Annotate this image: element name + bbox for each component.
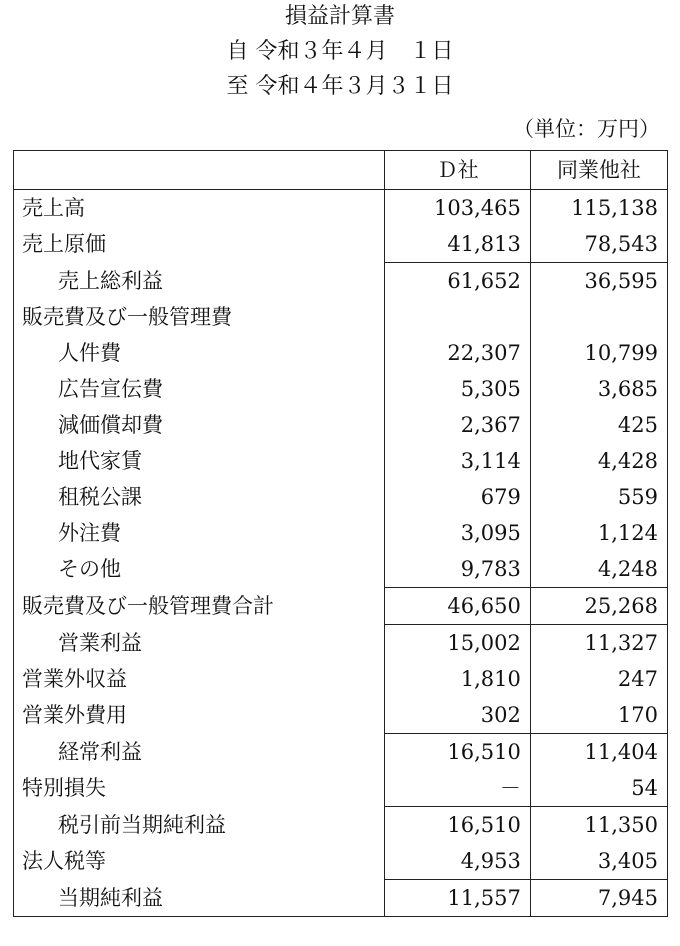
row-value-d: 2,367 xyxy=(385,407,531,443)
row-label: 減価償却費 xyxy=(14,407,385,443)
row-value-other: 170 xyxy=(530,697,667,734)
table-row xyxy=(14,371,668,407)
row-label: 人件費 xyxy=(14,335,385,371)
row-value-d: 1,810 xyxy=(385,661,531,697)
table-row xyxy=(14,807,668,844)
table-row xyxy=(14,588,668,625)
row-value-d xyxy=(385,299,531,335)
row-value-other: 10,799 xyxy=(530,335,667,371)
row-label: 特別損失 xyxy=(14,770,385,807)
page-title: 損益計算書 xyxy=(284,4,395,29)
table-row xyxy=(14,443,668,479)
row-value-d: 41,813 xyxy=(385,226,531,263)
row-value-other: 115,138 xyxy=(530,190,667,227)
table-row xyxy=(14,551,668,588)
table-row xyxy=(14,299,668,335)
row-label: 外注費 xyxy=(14,515,385,551)
row-value-other: 3,685 xyxy=(530,371,667,407)
row-label: その他 xyxy=(14,551,385,588)
row-label: 売上高 xyxy=(14,190,385,227)
row-value-other: 11,404 xyxy=(530,734,667,771)
row-value-other: 247 xyxy=(530,661,667,697)
row-label: 営業外費用 xyxy=(14,697,385,734)
row-value-d: 9,783 xyxy=(385,551,531,588)
header-label xyxy=(14,151,385,190)
row-label: 租税公課 xyxy=(14,479,385,515)
row-value-d: 16,510 xyxy=(385,807,531,844)
row-label: 当期純利益 xyxy=(14,880,385,917)
row-label: 販売費及び一般管理費 xyxy=(14,299,385,335)
table-row xyxy=(14,515,668,551)
table-row xyxy=(14,335,668,371)
row-value-d: 61,652 xyxy=(385,263,531,300)
row-label: 売上原価 xyxy=(14,226,385,263)
header-company-d: Ｄ社 xyxy=(385,151,531,190)
row-value-d: 3,114 xyxy=(385,443,531,479)
row-value-d: 4,953 xyxy=(385,843,531,880)
table-row xyxy=(14,734,668,771)
table-row xyxy=(14,625,668,662)
row-value-other: 559 xyxy=(530,479,667,515)
row-label: 広告宣伝費 xyxy=(14,371,385,407)
row-value-other: 11,350 xyxy=(530,807,667,844)
period-from: 自 令和３年４月 １日 xyxy=(226,39,454,64)
row-label: 税引前当期純利益 xyxy=(14,807,385,844)
table-header xyxy=(14,151,668,190)
table-row xyxy=(14,661,668,697)
row-label: 経常利益 xyxy=(14,734,385,771)
row-label: 販売費及び一般管理費合計 xyxy=(14,588,385,625)
row-value-other: 54 xyxy=(530,770,667,807)
table-row xyxy=(14,226,668,263)
row-value-other: 4,428 xyxy=(530,443,667,479)
unit-label: （単位：万円） xyxy=(513,117,660,141)
period-to: 至 令和４年３月３１日 xyxy=(226,74,454,99)
row-value-other: 11,327 xyxy=(530,625,667,662)
row-value-other: 425 xyxy=(530,407,667,443)
row-value-d: 11,557 xyxy=(385,880,531,917)
row-value-d: 302 xyxy=(385,697,531,734)
row-value-d: － xyxy=(385,770,531,807)
income-statement-table xyxy=(13,150,668,917)
table-row xyxy=(14,843,668,880)
row-value-other: 36,595 xyxy=(530,263,667,300)
row-value-other: 4,248 xyxy=(530,551,667,588)
table-row xyxy=(14,407,668,443)
row-value-other: 25,268 xyxy=(530,588,667,625)
row-value-d: 16,510 xyxy=(385,734,531,771)
row-label: 営業外収益 xyxy=(14,661,385,697)
table-row xyxy=(14,697,668,734)
table-row xyxy=(14,770,668,807)
row-value-d: 3,095 xyxy=(385,515,531,551)
table-row xyxy=(14,263,668,300)
header-other-companies: 同業他社 xyxy=(530,151,667,190)
table-row xyxy=(14,479,668,515)
row-value-other xyxy=(530,299,667,335)
row-value-d: 103,465 xyxy=(385,190,531,227)
row-label: 地代家賃 xyxy=(14,443,385,479)
row-value-d: 679 xyxy=(385,479,531,515)
row-value-other: 7,945 xyxy=(530,880,667,917)
row-value-d: 5,305 xyxy=(385,371,531,407)
row-value-other: 78,543 xyxy=(530,226,667,263)
row-value-d: 15,002 xyxy=(385,625,531,662)
row-value-d: 46,650 xyxy=(385,588,531,625)
row-value-other: 3,405 xyxy=(530,843,667,880)
row-label: 営業利益 xyxy=(14,625,385,662)
row-label: 法人税等 xyxy=(14,843,385,880)
row-value-d: 22,307 xyxy=(385,335,531,371)
table-row xyxy=(14,880,668,917)
row-label: 売上総利益 xyxy=(14,263,385,300)
row-value-other: 1,124 xyxy=(530,515,667,551)
table-row xyxy=(14,190,668,227)
